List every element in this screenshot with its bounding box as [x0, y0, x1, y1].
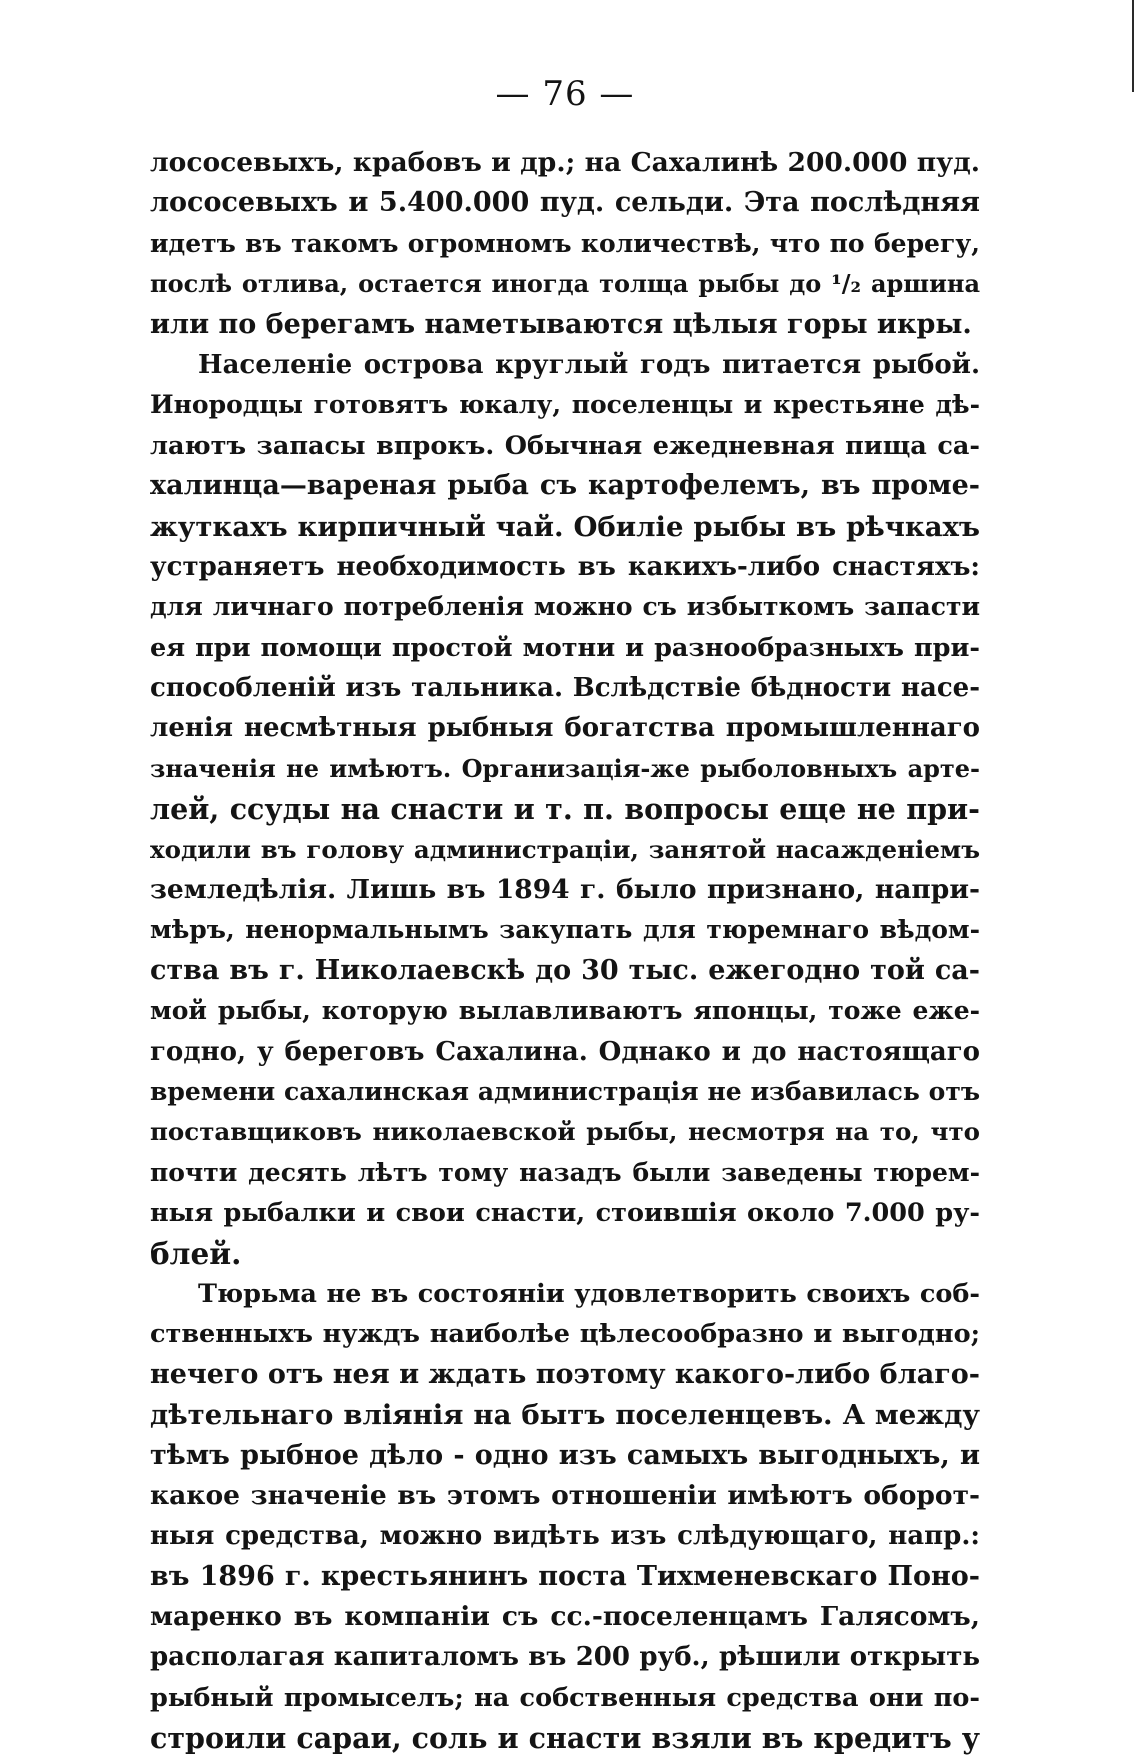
- text-line: мѣръ, ненормальнымъ закупать для тюремнаго вѣдом-: [150, 915, 980, 945]
- text-line: ства въ г. Николаевскѣ до 30 тыс. ежегодно той са-: [150, 954, 980, 986]
- text-line: въ 1896 г. крестьянинъ поста Тихменевскаго Поно-: [150, 1560, 980, 1592]
- text-line: ея при помощи простой мотни и разнообразныхъ при-: [150, 632, 980, 663]
- text-line: способленій изъ тальника. Вслѣдствіе бѣдности насе-: [150, 673, 980, 704]
- text-line: какое значеніе въ этомъ отношеніи имѣютъ оборот-: [150, 1479, 980, 1511]
- text-line: халинца—вареная рыба съ картофелемъ, въ проме-: [150, 470, 980, 502]
- text-line: Тюрьма не въ состояніи удовлетворить своихъ соб-: [198, 1278, 980, 1309]
- text-line: жуткахъ кирпичный чай. Обиліе рыбы въ рѣчкахъ: [150, 510, 980, 543]
- text-line: строили сараи, соль и снасти взяли въ кредитъ у: [150, 1721, 980, 1756]
- text-line: времени сахалинская администрація не избавилась отъ: [150, 1076, 980, 1106]
- text-line: лей, ссуды на снасти и т. п. вопросы еще не при-: [150, 792, 980, 827]
- text-line: маренко въ компаніи съ сс.-поселенцамъ Галясомъ,: [150, 1601, 980, 1633]
- text-line: устраняетъ необходимость въ какихъ-либо снастяхъ:: [150, 551, 980, 582]
- text-line: Населеніе острова круглый годъ питается рыбой.: [198, 349, 980, 380]
- text-line: дѣтельнаго вліянія на бытъ поселенцевъ. А между: [150, 1399, 980, 1432]
- text-line: идетъ въ такомъ огромномъ количествѣ, что по берегу,: [150, 228, 980, 258]
- text-line: годно, у береговъ Сахалина. Однако и до настоящаго: [150, 1036, 980, 1067]
- text-line: мой рыбы, которую вылавливаютъ японцы, тоже еже-: [150, 996, 980, 1026]
- text-line: ныя рыбалки и свои снасти, стоившія около 7.000 ру-: [150, 1198, 980, 1229]
- text-line: значенія не имѣютъ. Организація-же рыболовныхъ арте-: [150, 753, 980, 783]
- text-line: Инородцы готовятъ юкалу, поселенцы и крестьяне дѣ-: [150, 390, 980, 420]
- text-line: рыбный промыселъ; на собственныя средства они по-: [150, 1682, 980, 1713]
- page-number: — 76 —: [495, 74, 635, 114]
- text-line: ныя средства, можно видѣть изъ слѣдующаго, напр.:: [150, 1521, 980, 1552]
- text-line: лососевыхъ и 5.400.000 пуд. сельди. Эта послѣдняя: [150, 187, 980, 219]
- text-line: почти десять лѣтъ тому назадъ были заведены тюрем-: [150, 1157, 980, 1187]
- text-line: лососевыхъ, крабовъ и др.; на Сахалинѣ 200.000 пуд.: [150, 147, 980, 178]
- text-line: поставщиковъ николаевской рыбы, несмотря на то, что: [150, 1117, 980, 1147]
- text-line: для личнаго потребленія можно съ избыткомъ запасти: [150, 592, 980, 622]
- text-line: или по берегамъ наметываются цѣлыя горы икры.: [150, 308, 972, 340]
- text-line: послѣ отлива, остается иногда толща рыбы до ¹/₂ аршина: [150, 269, 980, 299]
- body-text: [150, 143, 980, 1759]
- text-line: блей.: [150, 1235, 242, 1271]
- text-line: нечего отъ нея и ждать поэтому какого-либо благо-: [150, 1358, 980, 1390]
- text-line: ленія несмѣтныя рыбныя богатства промышленнаго: [150, 713, 980, 744]
- text-line: земледѣлія. Лишь въ 1894 г. было признано, напри-: [150, 874, 980, 906]
- page-edge-rule: [1132, 0, 1134, 92]
- text-line: тѣмъ рыбное дѣло - одно изъ самыхъ выгодныхъ, и: [150, 1439, 980, 1471]
- text-line: лаютъ запасы впрокъ. Обычная ежедневная пища са-: [150, 430, 980, 461]
- text-line: ходили въ голову администраціи, занятой насажденіемъ: [150, 834, 980, 864]
- text-line: ственныхъ нуждъ наиболѣе цѣлесообразно и выгодно;: [150, 1319, 980, 1350]
- text-line: располагая капиталомъ въ 200 руб., рѣшили открыть: [150, 1642, 980, 1673]
